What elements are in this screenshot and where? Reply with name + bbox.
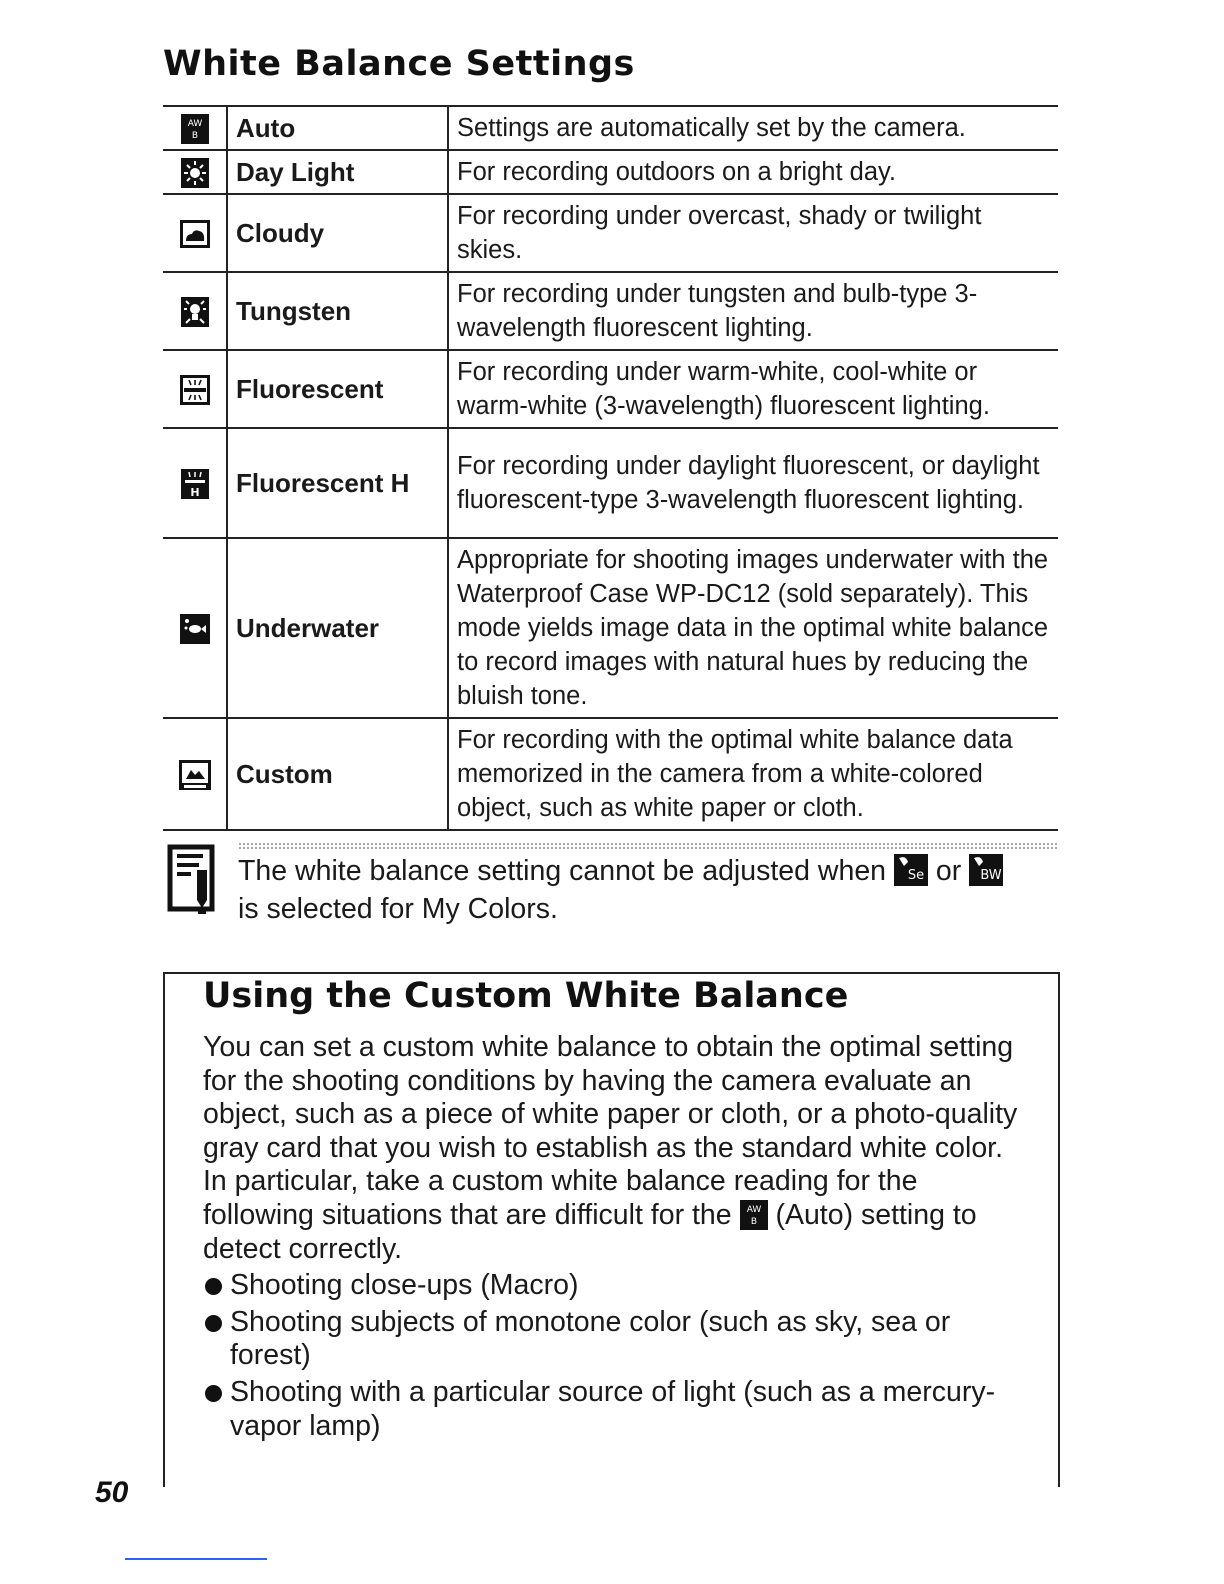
awb-auto-icon [181, 114, 209, 144]
table-row [163, 194, 1058, 272]
section-body [203, 1031, 1033, 1446]
page-title: White Balance Settings [163, 44, 635, 84]
underwater-icon [180, 614, 210, 644]
note-text-after: is selected for My Colors. [238, 893, 558, 925]
bullet-icon [205, 1278, 222, 1295]
svg-text:AW: AW [187, 119, 202, 130]
mode-description: For recording under overcast, shady or twilight skies. [448, 194, 1058, 272]
list-item: Shooting subjects of monotone color (such as sky, sea or forest) [203, 1306, 1033, 1373]
svg-text:H: H [189, 486, 200, 500]
svg-text:B: B [191, 131, 198, 142]
table-row [163, 272, 1058, 350]
mode-name: Custom [227, 718, 448, 830]
paragraph-2-after: (Auto) setting to detect correctly. [203, 1198, 977, 1265]
svg-text:B: B [750, 1216, 757, 1227]
table-row [163, 718, 1058, 830]
note-text-or: or [935, 855, 962, 887]
mode-name: Auto [227, 106, 448, 150]
sepia-icon-label: Se [907, 868, 925, 883]
mode-name: Day Light [227, 150, 448, 194]
list-item: Shooting with a particular source of light (such as a mercury-vapor lamp) [203, 1376, 1033, 1443]
table-row [163, 350, 1058, 428]
mode-name: Fluorescent [227, 350, 448, 428]
custom-icon [179, 760, 211, 790]
mode-name: Fluorescent H [227, 428, 448, 538]
mode-description: For recording with the optimal white balance data memorized in the camera from a white-colored object, such as white paper or cloth. [448, 718, 1058, 830]
list-item: Shooting close-ups (Macro) [203, 1269, 1033, 1303]
mode-name: Underwater [227, 538, 448, 718]
note-memo-icon [167, 844, 219, 921]
page-number: 50 [95, 1476, 129, 1509]
situation-list [203, 1269, 1033, 1443]
note-text-before: The white balance setting cannot be adjusted when [238, 855, 887, 887]
white-balance-table [163, 105, 1058, 831]
tungsten-icon [181, 297, 209, 327]
section-paragraph-2 [203, 1165, 1033, 1266]
table-row [163, 538, 1058, 718]
mode-description: Appropriate for shooting images underwater with the Waterproof Case WP-DC12 (sold separately). This mode yields image data in the optimal white balance to record images with natural hues by reducing the bluish tone. [448, 538, 1058, 718]
cloudy-icon [180, 220, 210, 248]
table-row [163, 106, 1058, 150]
note-text [238, 852, 1068, 928]
note-divider [238, 842, 1057, 851]
my-colors-bw-icon [969, 854, 1003, 886]
daylight-icon [181, 158, 209, 188]
mode-name: Tungsten [227, 272, 448, 350]
mode-name: Cloudy [227, 194, 448, 272]
awb-auto-icon [740, 1200, 768, 1230]
mode-description: Settings are automatically set by the camera. [448, 106, 1058, 150]
table-row [163, 428, 1058, 538]
mode-description: For recording outdoors on a bright day. [448, 150, 1058, 194]
bw-icon-label: BW [980, 868, 1002, 883]
mode-description: For recording under daylight fluorescent, or daylight fluorescent-type 3-wavelength fluorescent lighting. [448, 428, 1058, 538]
footer-rule [125, 1558, 267, 1560]
fluorescent-h-icon [181, 469, 209, 499]
mode-description: For recording under warm-white, cool-white or warm-white (3-wavelength) fluorescent lighting. [448, 350, 1058, 428]
fluorescent-icon [180, 375, 210, 405]
paragraph-2-before: In particular, take a custom white balance reading for the following situations that are difficult for the [203, 1165, 918, 1231]
section-title: Using the Custom White Balance [203, 976, 849, 1016]
my-colors-sepia-icon [894, 854, 928, 886]
bullet-icon [205, 1385, 222, 1402]
section-paragraph-1: You can set a custom white balance to obtain the optimal setting for the shooting conditions by having the camera evaluate an object, such as a piece of white paper or cloth, or a photo-quality gray card that you wish to establish as the standard white color. [203, 1031, 1018, 1164]
svg-text:AW: AW [746, 1204, 761, 1215]
mode-description: For recording under tungsten and bulb-type 3-wavelength fluorescent lighting. [448, 272, 1058, 350]
table-row [163, 150, 1058, 194]
bullet-icon [205, 1315, 222, 1332]
